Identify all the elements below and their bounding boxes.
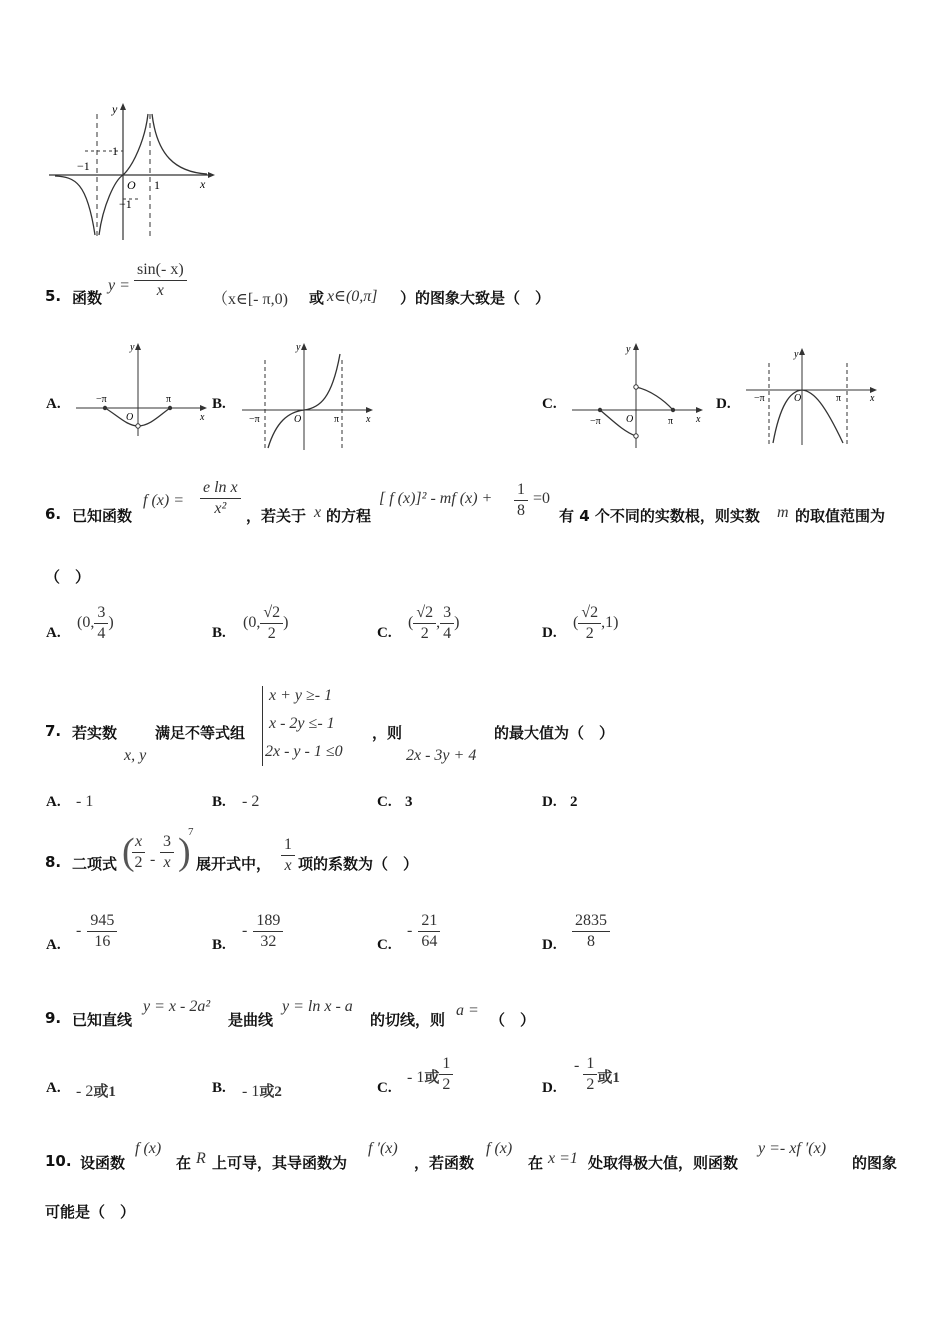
q9-option-c[interactable]: - 1或 $\frac{1}{2}$: [407, 1054, 453, 1095]
q7-option-a-label[interactable]: A.: [46, 794, 61, 810]
q6-option-a[interactable]: (0, $\frac{3}{4}$ ): [77, 604, 114, 642]
q10-f: f (x): [135, 1140, 162, 1157]
svg-text:π: π: [334, 414, 340, 425]
q6-number: 6.: [45, 505, 62, 523]
q8-option-c[interactable]: - $\frac{21}{64}$: [407, 911, 440, 952]
q6-option-c-label[interactable]: C.: [377, 625, 392, 641]
q7-expr: 2x - 3y + 4: [406, 747, 477, 764]
q7-vars: x, y: [124, 747, 147, 764]
svg-text:π: π: [836, 393, 842, 404]
q10-p7: 的图象: [852, 1154, 898, 1172]
q9-option-b-label[interactable]: B.: [212, 1080, 226, 1096]
svg-text:x: x: [870, 393, 875, 404]
q7-option-b-label[interactable]: B.: [212, 794, 226, 810]
curve-right: [152, 114, 207, 174]
svg-text:−π: −π: [754, 393, 765, 404]
svg-text:y: y: [296, 342, 301, 353]
q8-minus: -: [150, 851, 156, 868]
q6-f-lhs: f (x) =: [143, 492, 184, 509]
q5-graph-c[interactable]: [568, 340, 708, 452]
top-y-label: y: [112, 102, 118, 116]
q9-prefix: 已知直线: [72, 1011, 133, 1029]
svg-text:y: y: [130, 342, 135, 353]
q5-domain-a: （x∈[- π,0): [212, 291, 288, 308]
q9-option-d[interactable]: - $\frac{1}{2}$ 或1: [574, 1055, 620, 1093]
q10-line2: 可能是（ ）: [45, 1203, 136, 1221]
q8-lparen: (: [122, 831, 135, 873]
q5-graph-b[interactable]: [238, 340, 378, 452]
q8-option-d-label[interactable]: D.: [542, 937, 557, 953]
q6-option-c[interactable]: ( $\frac{√2}{2}$ , $\frac{3}{4}$ ): [408, 604, 460, 642]
q8-rparen: ): [178, 831, 191, 873]
q8-option-b[interactable]: - $\frac{189}{32}$: [242, 911, 283, 952]
q8-option-a-label[interactable]: A.: [46, 937, 61, 953]
q10-p6: 处取得极大值，则函数: [588, 1154, 739, 1172]
q10-number: 10.: [45, 1152, 72, 1170]
q10-f2: f (x): [486, 1140, 513, 1157]
q8-option-b-label[interactable]: B.: [212, 937, 226, 953]
q10-p5: 在: [528, 1154, 544, 1172]
q6-eq-lhs: [ f (x)]² - mf (x) +: [379, 490, 493, 507]
q6-paren: （ ）: [45, 568, 91, 586]
svg-text:−π: −π: [96, 394, 107, 405]
svg-text:y: y: [794, 349, 799, 360]
q5-number: 5.: [45, 287, 62, 305]
q5-option-b-label[interactable]: B.: [212, 396, 226, 412]
svg-text:O: O: [626, 414, 634, 425]
q8-option-d[interactable]: $\frac{2835}{8}$: [572, 911, 610, 952]
q9-option-d-label[interactable]: D.: [542, 1080, 557, 1096]
q5-y-eq: y =: [108, 277, 130, 294]
q6-option-b[interactable]: (0, $\frac{√2}{2}$ ): [243, 604, 289, 642]
q8-mid: 展开式中，: [196, 855, 272, 873]
q7-option-a[interactable]: - 1: [76, 793, 94, 810]
q5-option-c-label[interactable]: C.: [542, 396, 557, 412]
q10-x1: x =1: [548, 1150, 578, 1167]
q6-f-fraction: $\frac{\text{e ln x}}{\text{x²}}$: [200, 478, 241, 519]
q6-var-x: x: [314, 504, 322, 521]
q6-eq-fraction: $\frac{1}{8}$: [514, 480, 528, 521]
q5-num: sin(- x): [134, 260, 187, 281]
curve-left: [55, 176, 95, 235]
q7-mid: 满足不等式组: [155, 724, 246, 742]
q10-g: y =- xf ′(x): [758, 1140, 827, 1157]
svg-text:π: π: [166, 394, 172, 405]
q9-option-a-label[interactable]: A.: [46, 1080, 61, 1096]
q10-p1: 设函数: [80, 1154, 126, 1172]
q5-graph-d[interactable]: [742, 345, 882, 450]
svg-text:π: π: [668, 416, 674, 427]
svg-text:O: O: [794, 393, 802, 404]
top-graph: [45, 100, 220, 245]
q7-ineq-1: x + y ≥- 1: [269, 687, 333, 704]
top-y-one-label: 1: [112, 144, 118, 158]
q6-tail: 有 4 个不同的实数根，则实数: [559, 507, 760, 525]
q8-option-a[interactable]: - $\frac{945}{16}$: [76, 911, 117, 952]
q7-prefix: 若实数: [72, 724, 118, 742]
q9-mid2: 的切线，则: [370, 1011, 446, 1029]
svg-text:−π: −π: [249, 414, 260, 425]
q7-option-d[interactable]: 2: [570, 794, 578, 810]
svg-text:x: x: [366, 414, 371, 425]
top-origin-label: O: [127, 178, 136, 192]
svg-text:y: y: [626, 344, 631, 355]
svg-text:x: x: [200, 412, 205, 423]
q9-option-c-label[interactable]: C.: [377, 1080, 392, 1096]
top-x-label: x: [200, 177, 206, 191]
q7-number: 7.: [45, 722, 62, 740]
q6-option-d[interactable]: ( $\frac{√2}{2}$ ,1): [573, 604, 619, 642]
q6-option-d-label[interactable]: D.: [542, 625, 557, 641]
q6-var-m: m: [777, 504, 789, 521]
q8-power: 7: [188, 826, 194, 838]
q9-curve: y = ln x - a: [282, 998, 353, 1015]
svg-text:O: O: [294, 414, 302, 425]
q10-R: R: [196, 1150, 206, 1167]
q5-prefix: 函数: [72, 289, 103, 307]
q5-den: x: [156, 282, 164, 299]
q9-mid: 是曲线: [228, 1011, 274, 1029]
q7-option-c-label[interactable]: C.: [377, 794, 392, 810]
q9-number: 9.: [45, 1009, 62, 1027]
q8-tail: 项的系数为（ ）: [298, 855, 419, 873]
q6-option-b-label[interactable]: B.: [212, 625, 226, 641]
q7-option-b[interactable]: - 2: [242, 793, 260, 810]
top-y-neg-one-label: −1: [119, 197, 132, 211]
q7-tail: 的最大值为（ ）: [494, 724, 615, 742]
q7-then: ，则: [372, 724, 403, 742]
top-one-label: 1: [154, 178, 160, 192]
q5-suffix: ）的图象大致是（ ）: [400, 289, 551, 307]
q8-a-fraction: $\frac{x}{2}$: [132, 832, 145, 873]
q7-option-d-label[interactable]: D.: [542, 794, 557, 810]
q5-graph-a[interactable]: [72, 340, 212, 440]
q6-mid2: 的方程: [326, 507, 372, 525]
q8-prefix: 二项式: [72, 855, 118, 873]
q10-fp: f ′(x): [368, 1140, 398, 1157]
q10-p3: 上可导，其导函数为: [212, 1154, 348, 1172]
q10-p2: 在: [176, 1154, 192, 1172]
q6-option-a-label[interactable]: A.: [46, 625, 61, 641]
q9-option-b[interactable]: - 1或2: [242, 1082, 282, 1100]
q7-option-c[interactable]: 3: [405, 794, 413, 810]
q6-prefix: 已知函数: [72, 507, 133, 525]
svg-text:−π: −π: [590, 416, 601, 427]
q9-option-a[interactable]: - 2或1: [76, 1082, 116, 1100]
q9-ask: a =: [456, 1002, 479, 1019]
q5-fraction: [134, 260, 187, 301]
q6-eq-rhs: =0: [533, 490, 551, 507]
q6-mid: ，若关于: [246, 507, 307, 525]
q8-option-c-label[interactable]: C.: [377, 937, 392, 953]
q5-or: 或: [309, 289, 325, 307]
q8-b-fraction: $\frac{3}{x}$: [160, 832, 174, 873]
q5-option-a-label[interactable]: A.: [46, 396, 61, 412]
q7-ineq-2: x - 2y ≤- 1: [269, 715, 335, 732]
q7-brace: [262, 686, 263, 766]
svg-text:O: O: [126, 412, 134, 423]
top-neg-one-label: −1: [77, 159, 90, 173]
q7-ineq-3: 2x - y - 1 ≤0: [265, 743, 343, 760]
q5-option-d-label[interactable]: D.: [716, 396, 731, 412]
q8-number: 8.: [45, 853, 62, 871]
q9-tail: （ ）: [490, 1011, 536, 1029]
q10-p4: ，若函数: [414, 1154, 475, 1172]
q9-line: y = x - 2a²: [143, 998, 211, 1015]
svg-text:x: x: [696, 414, 701, 425]
q8-term-fraction: $\frac{1}{x}$: [281, 835, 295, 876]
q5-domain-b: x∈(0,π]: [327, 288, 378, 305]
q6-tail2: 的取值范围为: [795, 507, 886, 525]
